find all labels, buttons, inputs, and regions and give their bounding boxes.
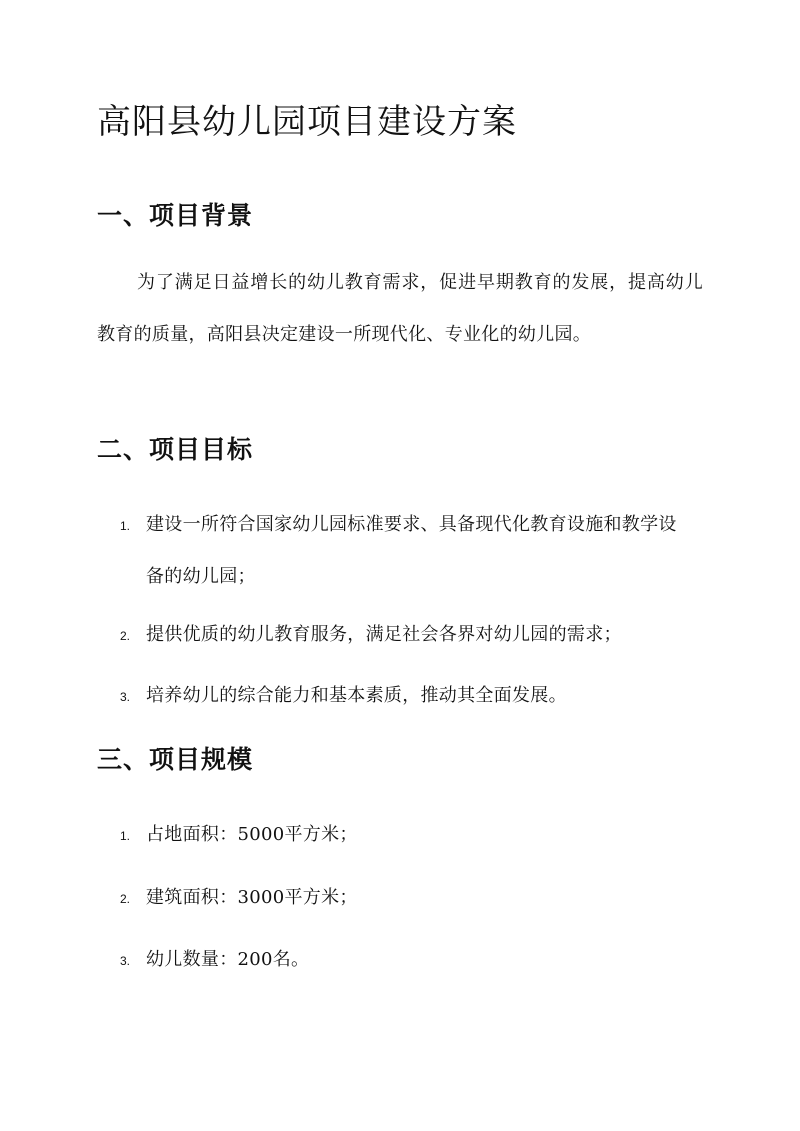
- section-heading-scale: 三、项目规模: [97, 745, 254, 774]
- list-item-text: 建设一所符合国家幼儿园标准要求、具备现代化教育设施和教学设备的幼儿园；: [146, 514, 677, 587]
- list-item-text: 提供优质的幼儿教育服务，满足社会各界对幼儿园的需求；: [146, 624, 622, 645]
- list-item-number: 1.: [120, 519, 131, 533]
- list-item-number: 3.: [120, 954, 131, 968]
- list-item-text: 占地面积：5000平方米；: [146, 824, 358, 845]
- section-heading-goals: 二、项目目标: [97, 435, 254, 464]
- list-item-text: 幼儿数量：200名。: [146, 949, 310, 970]
- list-item-number: 2.: [120, 892, 131, 906]
- list-item-text: 培养幼儿的综合能力和基本素质，推动其全面发展。: [146, 685, 567, 706]
- list-item-number: 3.: [120, 690, 131, 704]
- document-title: 高阳县幼儿园项目建设方案: [97, 102, 517, 142]
- list-item-number: 2.: [120, 629, 131, 643]
- section-heading-background: 一、项目背景: [97, 201, 254, 230]
- list-item-text: 建筑面积：3000平方米；: [146, 887, 358, 908]
- list-item-number: 1.: [120, 829, 131, 843]
- background-paragraph: 为了满足日益增长的幼儿教育需求，促进早期教育的发展，提高幼儿教育的质量，高阳县决定建设一所现代化、专业化的幼儿园。: [97, 272, 703, 345]
